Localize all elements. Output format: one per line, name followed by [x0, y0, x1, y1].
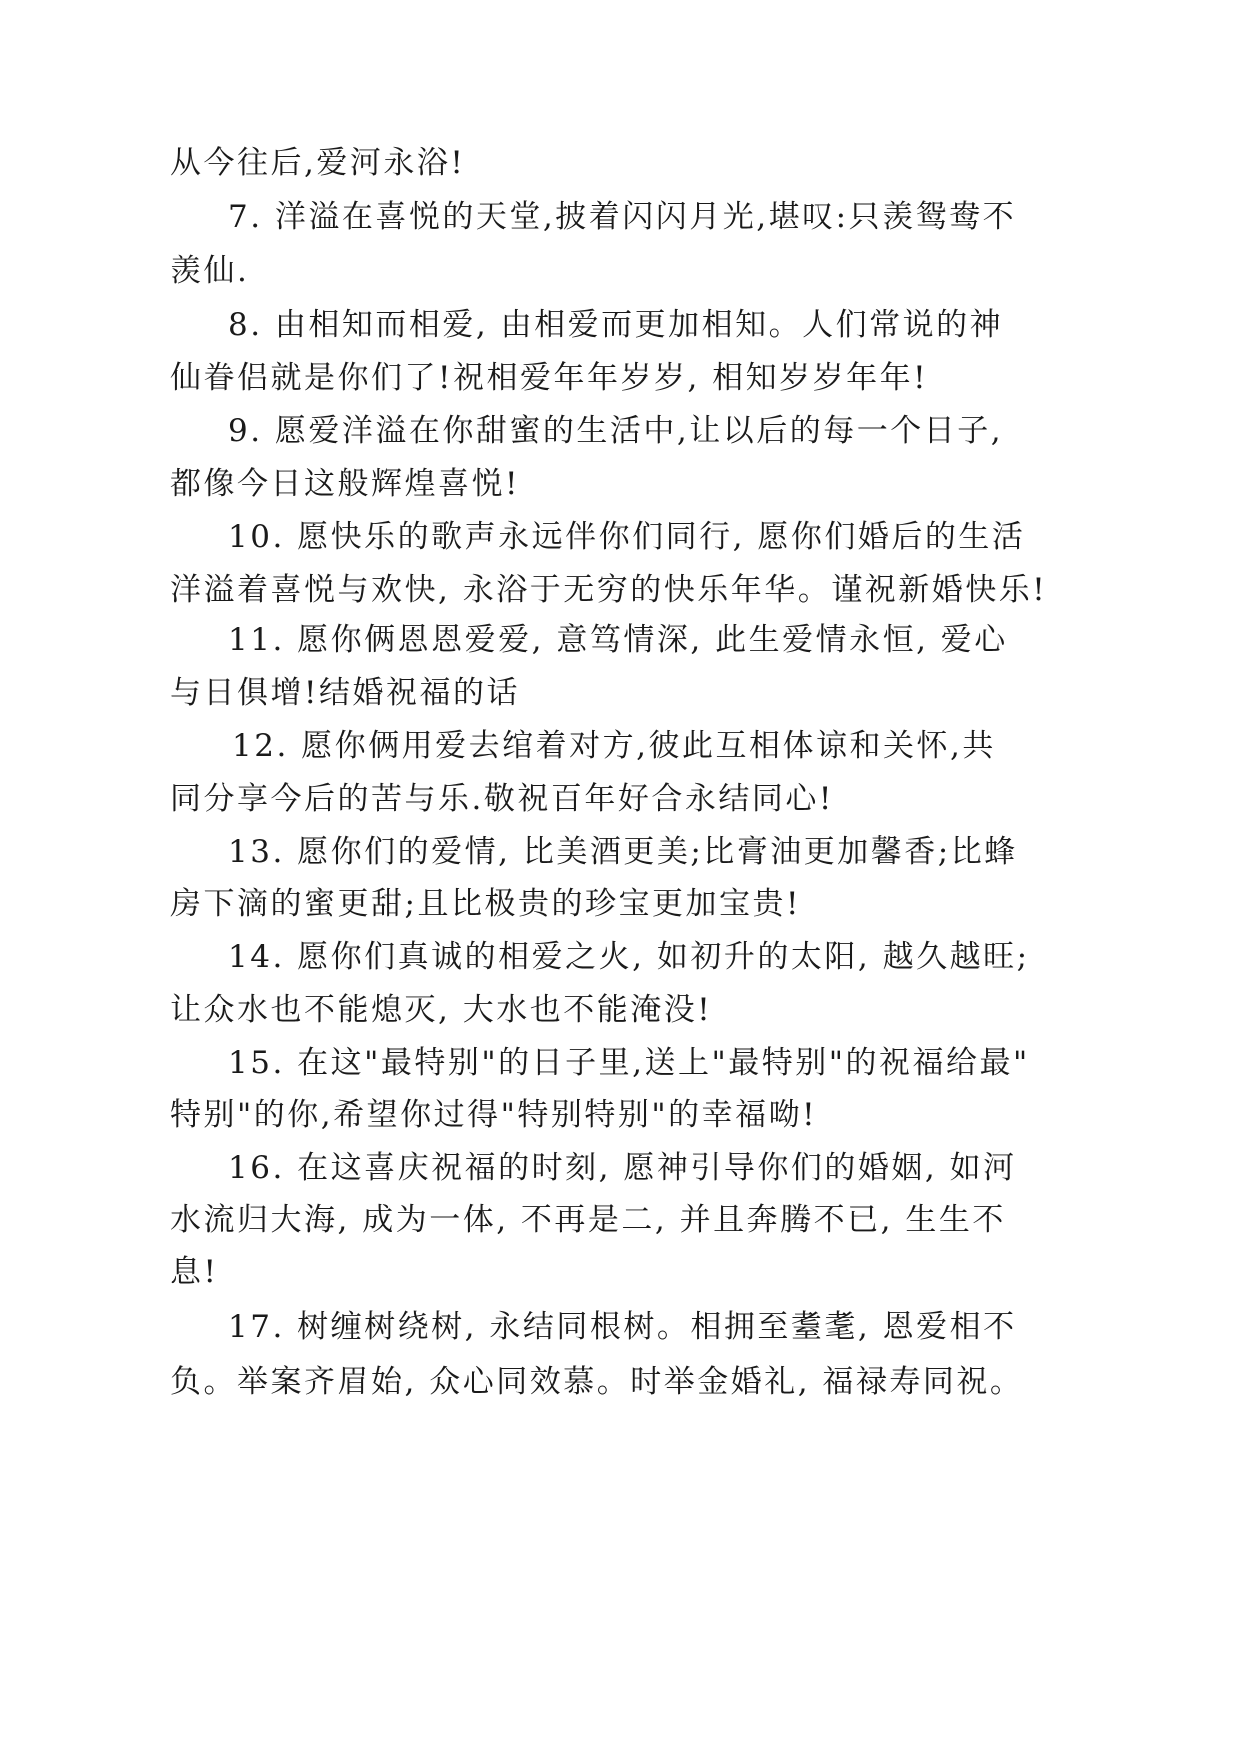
text-line-20: 16. 在这喜庆祝福的时刻, 愿神引导你们的婚姻, 如河	[228, 1150, 1017, 1186]
text-line-16: 14. 愿你们真诚的相爱之火, 如初升的太阳, 越久越旺;	[228, 939, 1030, 975]
text-line-17: 让众水也不能熄灭, 大水也不能淹没!	[170, 992, 713, 1028]
text-line-18: 15. 在这"最特别"的日子里,送上"最特别"的祝福给最"	[228, 1045, 1030, 1081]
text-line-24: 负。举案齐眉始, 众心同效慕。时举金婚礼, 福禄寿同祝。	[170, 1364, 1024, 1400]
text-line-13: 同分享今后的苦与乐.敬祝百年好合永结同心!	[170, 781, 834, 817]
text-line-3: 羡仙.	[170, 253, 250, 289]
text-line-14: 13. 愿你们的爱情, 比美酒更美;比膏油更加馨香;比蜂	[228, 834, 1018, 870]
text-line-8: 10. 愿快乐的歌声永远伴你们同行, 愿你们婚后的生活	[228, 519, 1026, 555]
text-line-7: 都像今日这般辉煌喜悦!	[170, 466, 520, 502]
text-line-4: 8. 由相知而相爱, 由相爱而更加相知。人们常说的神	[228, 307, 1004, 343]
text-line-2: 7. 洋溢在喜悦的天堂,披着闪闪月光,堪叹:只羡鸳鸯不	[228, 199, 1017, 235]
text-line-10: 11. 愿你俩恩恩爱爱, 意笃情深, 此生爱情永恒, 爱心	[228, 622, 1008, 658]
text-line-21: 水流归大海, 成为一体, 不再是二, 并且奔腾不已, 生生不	[170, 1202, 1006, 1238]
text-line-12: 12. 愿你俩用爱去绾着对方,彼此互相体谅和关怀,共	[232, 728, 996, 764]
text-line-6: 9. 愿爱洋溢在你甜蜜的生活中,让以后的每一个日子,	[228, 413, 1004, 449]
text-line-19: 特别"的你,希望你过得"特别特别"的幸福呦!	[170, 1097, 818, 1133]
text-line-23: 17. 树缠树绕树, 永结同根树。相拥至耋耄, 恩爱相不	[228, 1309, 1017, 1345]
text-line-1: 从今往后,爱河永浴!	[170, 145, 466, 181]
text-line-5: 仙眷侣就是你们了!祝相爱年年岁岁, 相知岁岁年年!	[170, 360, 929, 396]
text-line-15: 房下滴的蜜更甜;且比极贵的珍宝更加宝贵!	[170, 886, 801, 922]
text-line-22: 息!	[170, 1254, 219, 1290]
text-line-11: 与日俱增!结婚祝福的话	[170, 675, 520, 711]
text-line-9: 洋溢着喜悦与欢快, 永浴于无穷的快乐年华。谨祝新婚快乐!	[170, 572, 1048, 608]
